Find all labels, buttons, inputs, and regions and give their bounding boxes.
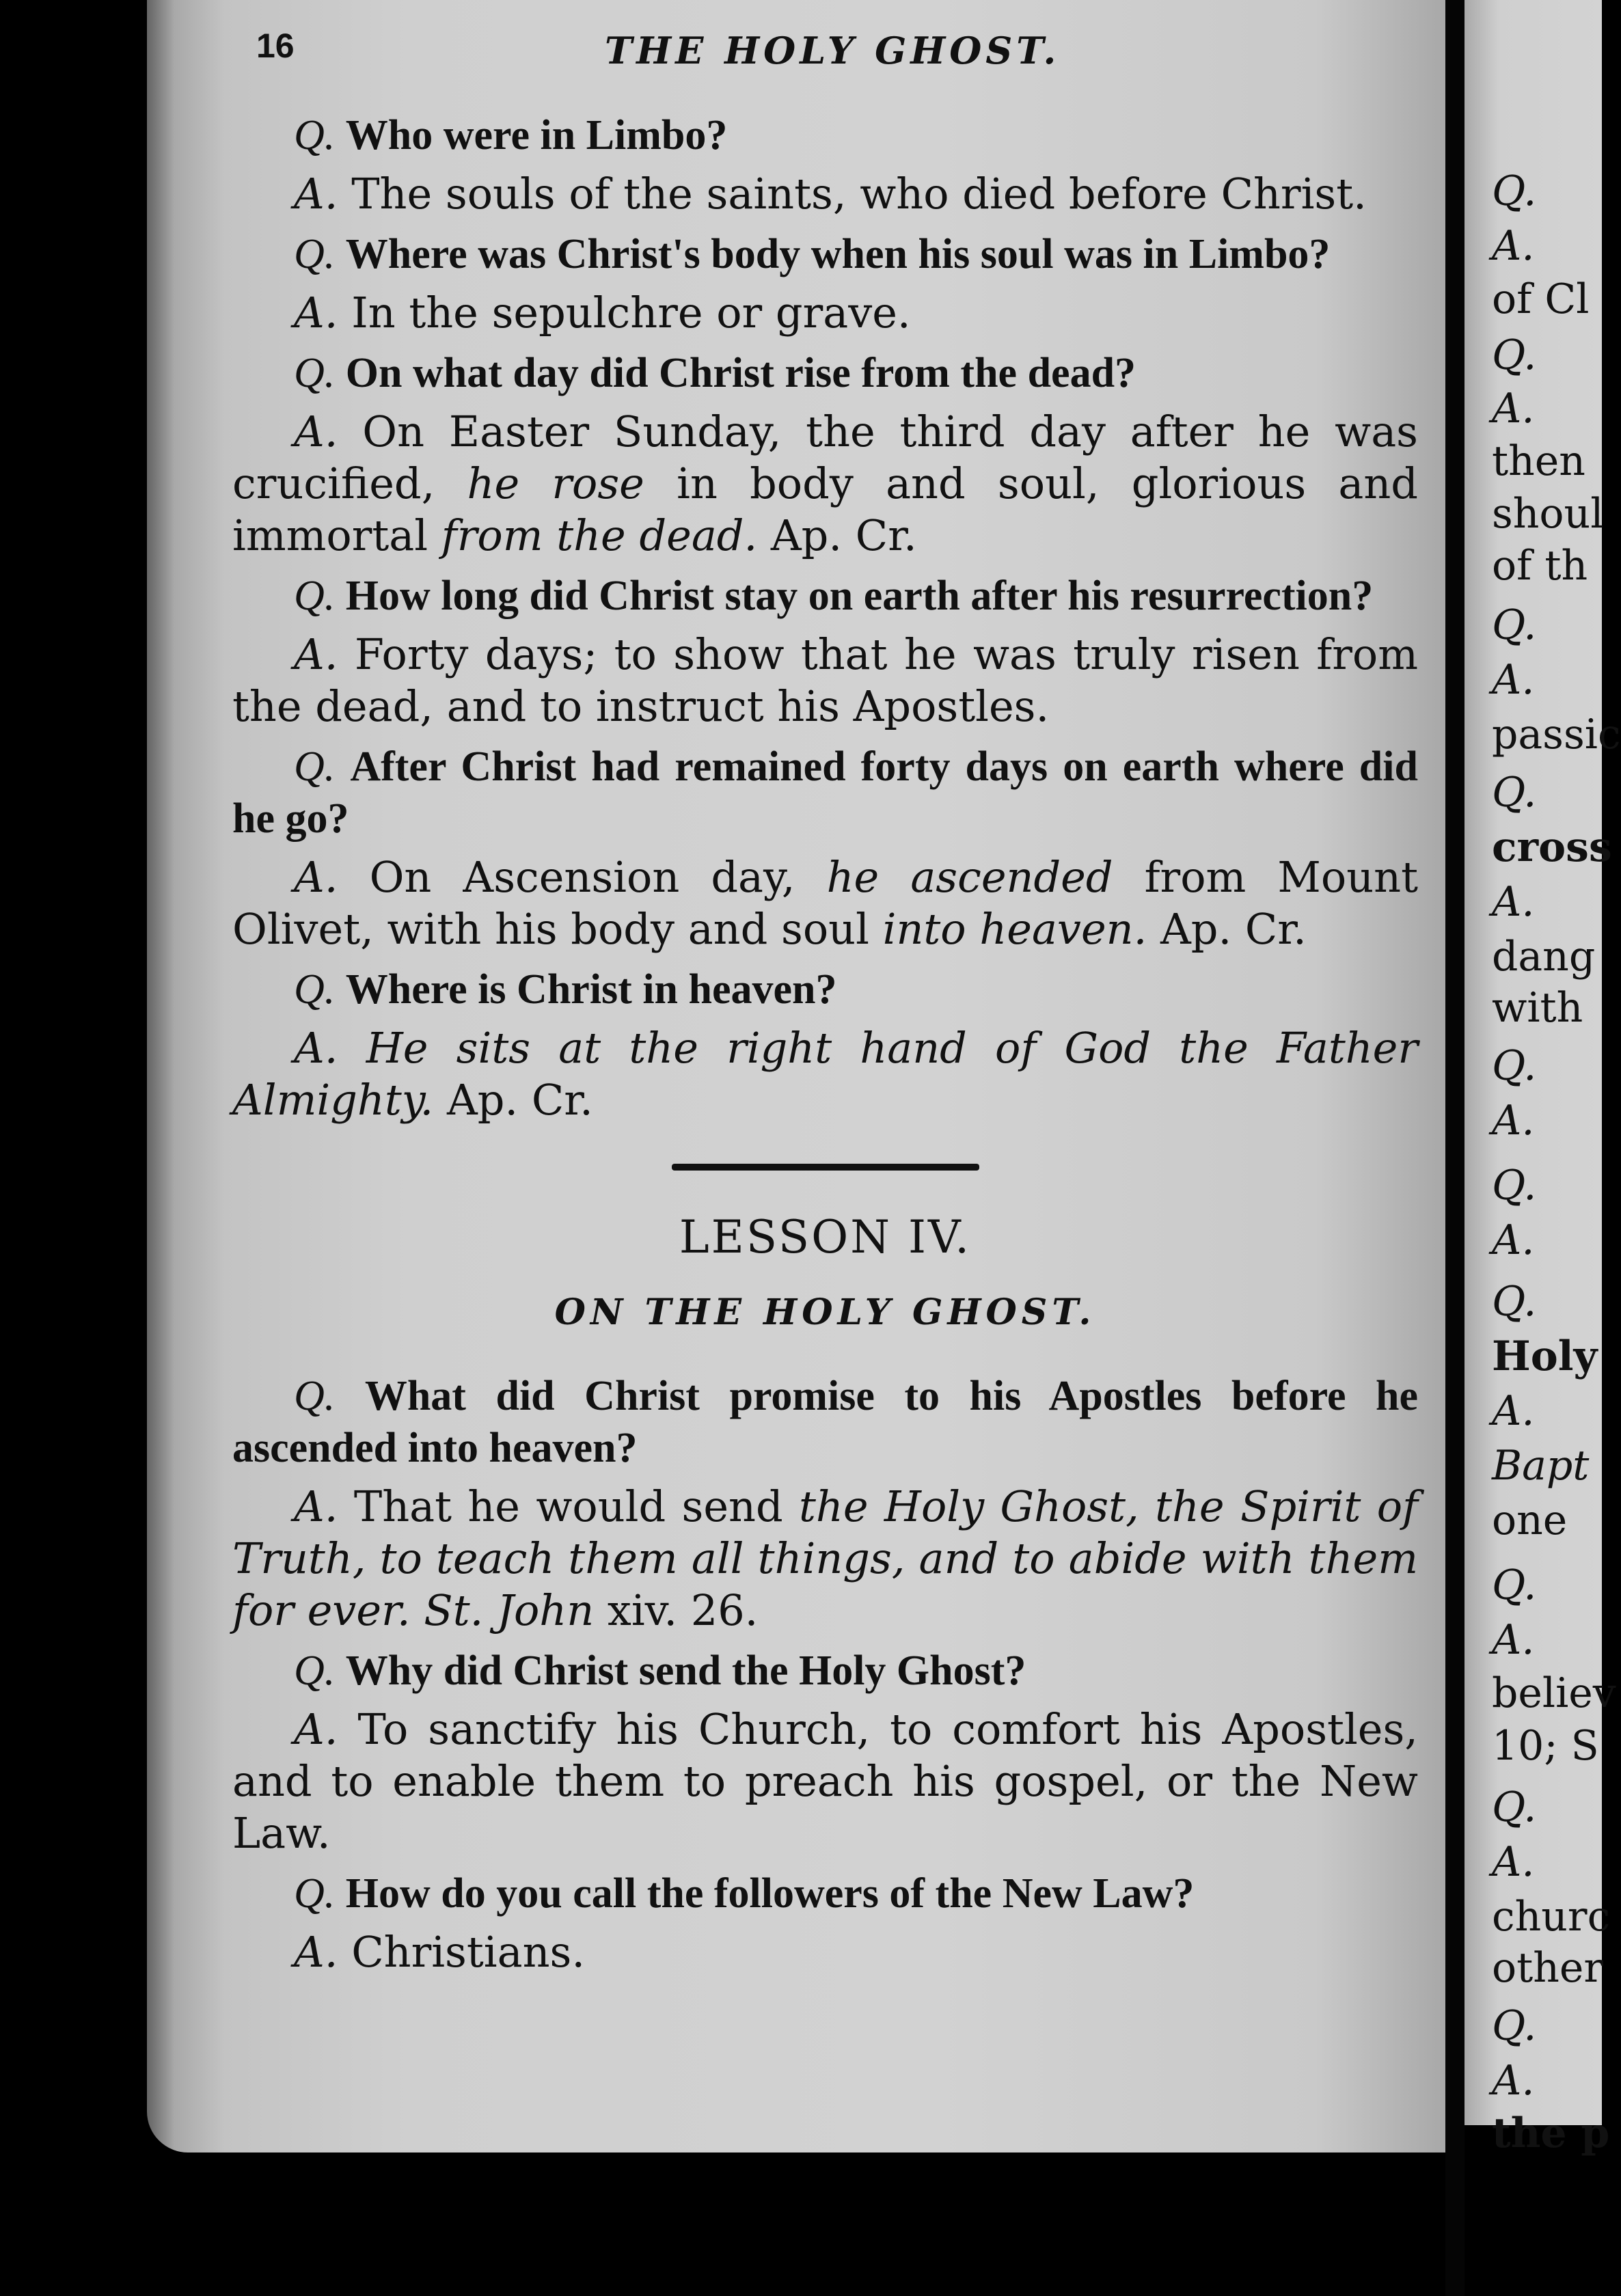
right-page-fragment: Holy [1492, 1332, 1598, 1380]
answer-text-part: the Holy Ghost, the Spirit of Truth, to teach them all things, and to abide with them for ever. [232, 1481, 1418, 1635]
question-marker: Q. [294, 743, 351, 790]
question [232, 1645, 1418, 1697]
question [232, 570, 1418, 622]
answer [232, 406, 1418, 562]
lesson-title: LESSON IV. [679, 1211, 972, 1263]
question-text: On what day did Christ rise from the dead? [345, 350, 1136, 396]
answer-text-part: He sits at the right hand of God the Father Almighty. [232, 1023, 1418, 1125]
right-page-fragment: churc [1492, 1893, 1611, 1941]
right-page-fragment: shoul [1492, 490, 1604, 538]
right-page-fragment: with [1492, 984, 1583, 1032]
answer-marker: A. [294, 852, 370, 902]
right-page-fragment: other [1492, 1944, 1604, 1992]
page-body [232, 109, 1418, 1986]
question-text: How long did Christ stay on earth after his resurrection? [345, 573, 1374, 619]
page-header [256, 26, 1418, 81]
answer-text-part: That he would send [353, 1481, 800, 1531]
question-marker: Q. [294, 966, 346, 1013]
right-page-fragment: Q. [1492, 1784, 1537, 1831]
answer-marker: A. [294, 407, 363, 456]
answer-marker: A. [294, 629, 355, 679]
right-page-fragment: one [1492, 1496, 1568, 1544]
answer-text-part: Ap. Cr. [757, 510, 917, 560]
answer-text: Christians. [351, 1927, 586, 1977]
page-number: 16 [256, 27, 295, 65]
qa-section-after [232, 1370, 1418, 1978]
answer-marker: A. [294, 1023, 366, 1073]
answer-text-part: xiv. 26. [594, 1585, 759, 1635]
right-page-fragment: A. [1492, 385, 1535, 433]
question-text: Why did Christ send the Holy Ghost? [345, 1648, 1026, 1694]
question-marker: Q. [294, 1648, 346, 1694]
right-page-fragment: Q. [1492, 1042, 1537, 1090]
qa-section-before [232, 109, 1418, 1126]
answer [232, 1481, 1418, 1637]
answer-marker: A. [294, 1704, 358, 1754]
question [232, 1370, 1418, 1474]
answer-text-part: Ap. Cr. [1147, 904, 1307, 954]
right-page-fragment: believ [1492, 1669, 1616, 1717]
right-page-fragment: Q. [1492, 769, 1537, 817]
right-page-fragment: 10; S [1492, 1722, 1599, 1770]
question [232, 347, 1418, 399]
right-page-fragment: Q. [1492, 167, 1537, 215]
right-page-fragment: Q. [1492, 2002, 1537, 2050]
right-page-fragment: A. [1492, 222, 1535, 270]
running-head: THE HOLY GHOST. [605, 29, 1061, 72]
question-text: Where is Christ in heaven? [345, 966, 837, 1013]
answer-text-part: in body and soul, glorious and immortal [232, 459, 1418, 560]
question-text: After Christ had remained forty days on earth where did he go? [232, 743, 1418, 842]
question-marker: Q. [294, 112, 346, 159]
question [232, 109, 1418, 161]
answer-text: The souls of the saints, who died before Christ. [351, 169, 1367, 219]
page-edge-shadow [147, 0, 174, 2152]
book-gutter [1445, 0, 1465, 2296]
right-page-fragment: passic [1492, 711, 1621, 758]
answer-text-part: Ap. Cr. [433, 1075, 593, 1125]
answer [232, 168, 1418, 220]
question-marker: Q. [294, 1870, 346, 1917]
lesson-subtitle: ON THE HOLY GHOST. [554, 1292, 1096, 1333]
question [232, 228, 1418, 280]
right-page-fragment: Q. [1492, 1561, 1537, 1609]
right-page-fragment: A. [1492, 1838, 1535, 1886]
answer [232, 1704, 1418, 1859]
answer [232, 287, 1418, 339]
answer-text-part: On Ascension day, [369, 852, 827, 902]
right-page [1465, 0, 1621, 2157]
answer [232, 629, 1418, 733]
right-page-fragment: the p [1492, 2109, 1610, 2157]
question [232, 964, 1418, 1015]
right-page-fragment: Q. [1492, 601, 1537, 649]
answer-marker: A. [294, 1927, 352, 1977]
right-page-fragment: of Cl [1492, 275, 1590, 323]
answer-text-part: from the dead. [441, 510, 758, 560]
answer-marker: A. [294, 169, 352, 219]
right-page-fragment: A. [1492, 1616, 1535, 1664]
right-page-fragment: Q. [1492, 331, 1537, 379]
answer-text: To sanctify his Church, to comfort his Apostles, and to enable them to preach his gospel, or the New Law. [232, 1704, 1418, 1858]
answer-marker: A. [294, 1481, 354, 1531]
answer-text: Forty days; to show that he was truly risen from the dead, and to instruct his Apostles. [232, 629, 1418, 731]
question-marker: Q. [294, 350, 346, 396]
question-text: Where was Christ's body when his soul was in Limbo? [345, 231, 1331, 277]
question-text: What did Christ promise to his Apostles before he ascended into heaven? [232, 1373, 1419, 1471]
answer-text-part: from Mount Olivet, with his body and soul [232, 852, 1418, 954]
right-page-fragment: A. [1492, 1216, 1535, 1264]
right-page-fragment: dang [1492, 933, 1596, 981]
right-page-fragment: A. [1492, 1387, 1535, 1435]
right-page-fragment: Q. [1492, 1162, 1537, 1210]
answer-text-part: he rose [467, 459, 644, 508]
right-page-fragment: cross [1492, 823, 1612, 871]
question [232, 1868, 1418, 1919]
answer-text: In the sepulchre or grave. [351, 288, 911, 338]
answer [232, 1022, 1418, 1126]
question-marker: Q. [294, 231, 346, 277]
section-divider [672, 1164, 979, 1171]
question [232, 741, 1418, 845]
answer-marker: A. [294, 288, 352, 338]
answer [232, 1926, 1418, 1978]
right-page-fragment: of th [1492, 542, 1588, 590]
answer-text-part: On Easter Sunday, the third day after he was crucified, [232, 407, 1418, 508]
question-marker: Q. [294, 1373, 365, 1419]
question-marker: Q. [294, 573, 346, 619]
right-page-fragment: then [1492, 437, 1585, 485]
answer-text-part: he ascended [826, 852, 1113, 902]
answer-text-part [411, 1585, 424, 1635]
right-page-fragment: A. [1492, 656, 1535, 704]
question-text: Who were in Limbo? [345, 112, 728, 159]
answer [232, 851, 1418, 955]
right-page-fragment: A. [1492, 878, 1535, 926]
question-text: How do you call the followers of the New Law? [345, 1870, 1195, 1917]
answer-text-part: into heaven. [882, 904, 1147, 954]
right-page-fragment: A. [1492, 2057, 1535, 2105]
right-page-fragment: A. [1492, 1097, 1535, 1145]
answer-text-part: St. John [424, 1585, 595, 1635]
right-page-fragment: Q. [1492, 1278, 1537, 1326]
right-page-fragment: Bapt [1492, 1442, 1590, 1490]
